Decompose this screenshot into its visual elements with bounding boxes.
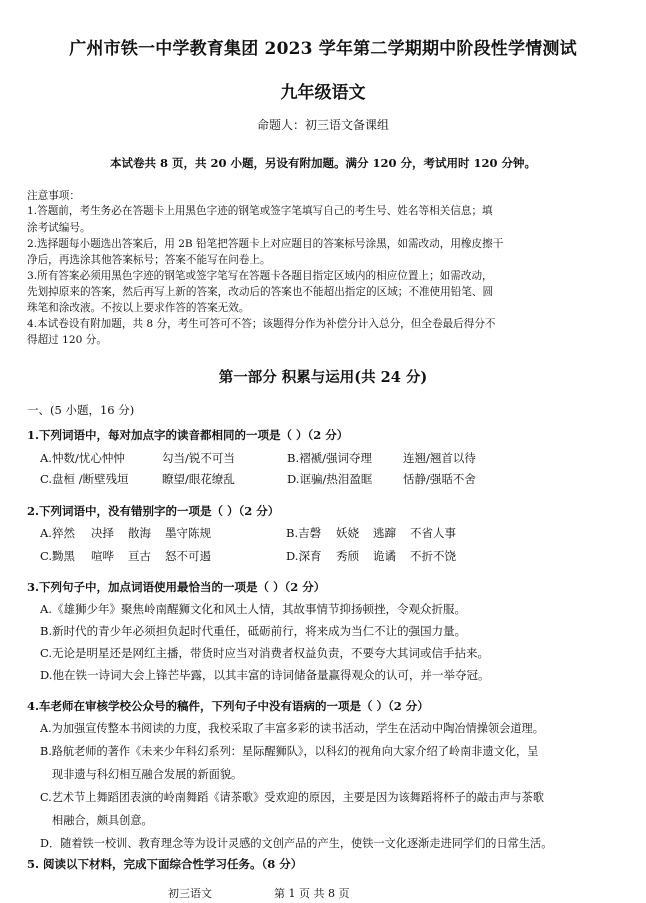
notes-line: 珠笔和涂改液。不按以上要求作答的答案无效。 [27,302,250,314]
q2-option: D.深育 [286,549,322,563]
q3-option-d: D.他在铁一诗词大会上锋芒毕露，以其丰富的诗词储备量赢得观众的认可，并一举夺冠。 [40,668,490,682]
q2-option: 亘古 [128,549,151,563]
exam-title: 广州市铁一中学教育集团 2023 学年第二学期期中阶段性学情测试 [69,39,577,59]
notes-line: 2.选择题每小题选出答案后，用 2B 铅笔把答题卡上对应题目的答案标号涂黑，如需改动，用橡皮擦干 [27,238,504,250]
q2-option: 逃蹿 [373,526,396,540]
question-1-stem: 1.下列词语中，每对加点字的读音都相同的一项是（ ）（2 分） [27,428,349,442]
q2-option: 妖娆 [336,526,359,540]
notes-line: 先划掉原来的答案，然后再写上新的答案，改动后的答案也不能超出指定的区域；不准使用铅笔、圆 [27,286,494,298]
notes-heading: 注意事项： [27,190,80,202]
notes-line: 4.本试卷设有附加题，共 8 分，考生可答可不答；该题得分作为补偿分计入总分，但全卷最后得分不 [27,318,496,330]
q1-option-a1: A.忡数/忧心忡忡 [40,451,125,465]
q2-option: 决择 [91,526,114,540]
footer-page-number: 第 1 页 共 8 页 [274,887,350,900]
part-title: 第一部分 积累与运用(共 24 分) [218,369,428,386]
q1-option-a2: 勾当/锐不可当 [162,451,235,465]
q1-option-c1: C.盘桓 /断壁残垣 [40,472,129,486]
q4-option-d: D．随着铁一校训、教育理念等为设计灵感的文创产品的产生，使铁一文化逐渐走进同学们的日常生活。 [40,837,553,850]
q1-option-d1: D.诓骗/热泪盈眶 [287,472,373,486]
q4-option-c: C.艺术节上舞蹈团表演的岭南舞蹈《请茶歌》受欢迎的原因，主要是因为该舞蹈将杯子的敲击声与茶歌 [40,791,544,804]
notes-line: 1.答题前，考生务必在答题卡上用黑色字迹的钢笔或签字笔填写自己的考生号、姓名等相关信息；填 [27,205,493,217]
notes-line: 得超过 120 分。 [27,334,107,346]
footer-subject: 初三语文 [168,887,212,900]
q2-option: 秀颀 [336,549,359,563]
q3-option-a: A.《雄狮少年》聚焦岭南醒狮文化和风土人情，其故事情节抑扬顿挫，令观众折服。 [40,602,466,616]
q1-option-d2: 恬静/强聒不舍 [403,472,476,486]
q1-option-c2: 瞭望/眼花缭乱 [162,472,235,486]
notes-line: 净后，再选涂其他答案标号；答案不能写在问卷上。 [27,254,271,266]
question-5-stem: 5. 阅读以下材料，完成下面综合性学习任务。（8 分） [27,857,303,871]
question-3-stem: 3.下列句子中，加点词语使用最恰当的一项是（ ）（2 分） [27,580,326,594]
q2-option: 不折不饶 [410,549,456,563]
q2-option: 喧哗 [91,549,114,563]
q4-option-b: B.路航老师的著作《未来少年科幻系列：星际醒狮队》，以科幻的视角向大家介绍了岭南非遗文化，呈 [40,745,539,758]
q2-option: C.黝黑 [40,549,76,563]
q2-option: 诡谲 [373,549,396,563]
q2-option: A.猝然 [40,526,75,540]
q4-option-c-cont: 相融合，颇具创意。 [52,814,153,827]
q1-option-b1: B.褶褫/强词夺理 [287,451,372,465]
exam-info: 本试卷共 8 页，共 20 小题，另设有附加题。满分 120 分，考试用时 120 分钟。 [109,156,537,170]
notes-line: 3.所有答案必须用黑色字迹的钢笔或签字笔写在答题卡各题目指定区域内的相应位置上；如需改动， [27,270,493,282]
q1-option-b2: 连翘/翘首以待 [403,451,476,465]
q2-option: 怒不可遏 [165,549,211,563]
q2-option: B.吉磬 [286,526,322,540]
notes-line: 涂考试编号。 [27,222,91,234]
q4-option-b-cont: 现非遗与科幻相互融合发展的新面貌。 [52,768,243,781]
q3-option-b: B.新时代的青少年必须担负起时代重任，砥砺前行，将来成为当仁不让的强国力量。 [40,624,467,638]
q2-option: 墨守陈规 [165,526,211,540]
q4-option-a: A.为加强宣传整本书阅读的力度，我校采取了丰富多彩的读书活动，学生在活动中陶冶情操领会道理。 [40,722,544,735]
question-4-stem: 4.车老师在审核学校公众号的稿件，下列句子中没有语病的一项是（ ）（2 分） [27,699,429,713]
q2-option: 不省人事 [410,526,456,540]
q3-option-c: C.无论是明星还是网红主播，带货时应当对消费者权益负责，不要夸大其词或信手拈来。 [40,646,490,660]
question-2-stem: 2.下列词语中，没有错别字的一项是（ ）（2 分） [27,504,280,518]
section-heading: 一、(5 小题，16 分) [27,403,135,417]
q2-option: 散海 [128,526,151,540]
author-line: 命题人：初三语文备课组 [256,118,389,132]
subject-title: 九年级语文 [280,83,366,103]
